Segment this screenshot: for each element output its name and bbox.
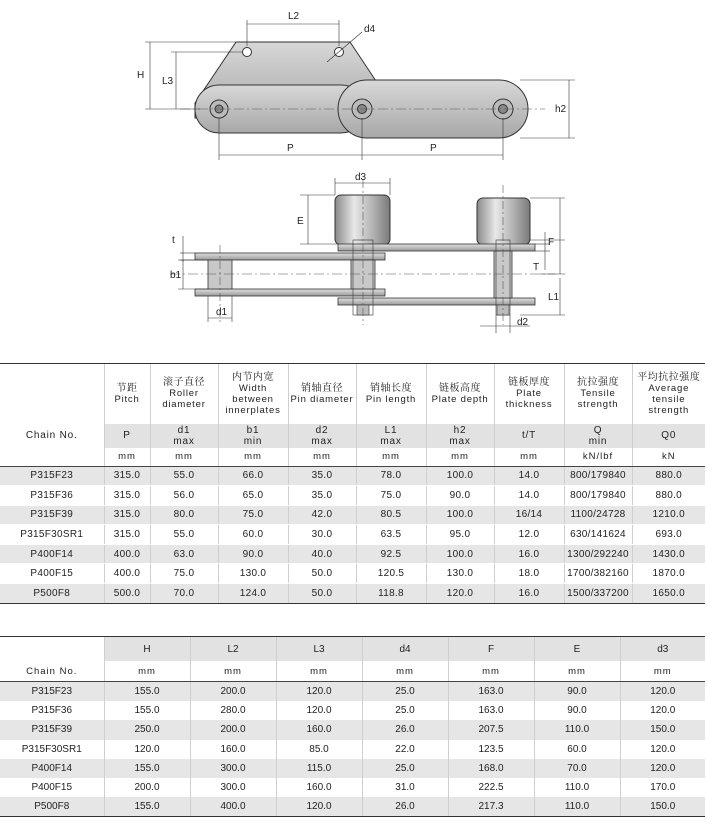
table-row — [0, 682, 705, 702]
table-row — [0, 797, 705, 817]
value-cell: 130.0 — [426, 564, 494, 584]
value-cell: 110.0 — [534, 797, 620, 817]
roller-left — [335, 195, 390, 245]
label-d2: d2 — [517, 317, 529, 328]
chain-no-label: Chain No. — [0, 424, 104, 448]
value-cell: 55.0 — [150, 525, 218, 545]
value-cell: 120.0 — [426, 584, 494, 604]
value-cell: 150.0 — [620, 797, 705, 817]
table1-body — [0, 466, 705, 603]
value-cell: 25.0 — [362, 759, 448, 778]
chain-no-cell: P500F8 — [0, 584, 104, 604]
value-cell: 80.0 — [150, 505, 218, 525]
label-L1: L1 — [548, 292, 560, 303]
value-cell: 90.0 — [534, 701, 620, 720]
table-row — [0, 584, 705, 604]
side-view — [137, 11, 575, 160]
value-cell: 155.0 — [104, 682, 190, 702]
value-cell: 100.0 — [426, 505, 494, 525]
chain-no-cell: P315F23 — [0, 466, 104, 486]
value-cell: 26.0 — [362, 797, 448, 817]
table-row — [0, 778, 705, 797]
spec-table-attachment — [0, 636, 705, 817]
value-cell: 207.5 — [448, 720, 534, 739]
table-row — [0, 759, 705, 778]
value-cell: 12.0 — [494, 525, 564, 545]
value-cell: 170.0 — [620, 778, 705, 797]
value-cell: 880.0 — [632, 466, 705, 486]
value-cell: 90.0 — [218, 544, 288, 564]
upper-plate-bar — [338, 244, 535, 251]
table2-unit-row: Chain No. mm mm mm mm mm mm mm — [0, 661, 705, 682]
spec-table-main — [0, 363, 705, 604]
value-cell: 300.0 — [190, 759, 276, 778]
value-cell: 400.0 — [104, 544, 150, 564]
value-cell: 123.5 — [448, 740, 534, 759]
table-row — [0, 701, 705, 720]
value-cell: 1300/292240 — [564, 544, 632, 564]
value-cell: 200.0 — [190, 682, 276, 702]
label-T: T — [533, 262, 540, 273]
value-cell: 14.0 — [494, 486, 564, 506]
value-cell: 40.0 — [288, 544, 356, 564]
roller-right — [477, 198, 530, 245]
value-cell: 42.0 — [288, 505, 356, 525]
label-L2: L2 — [288, 11, 300, 22]
plan-view — [170, 172, 565, 333]
value-cell: 630/141624 — [564, 525, 632, 545]
value-cell: 800/179840 — [564, 486, 632, 506]
label-E: E — [297, 216, 304, 227]
chain-no-cell: P315F36 — [0, 486, 104, 506]
table2-symbol-row: H L2 L3 d4 F E d3 — [0, 637, 705, 662]
value-cell: 315.0 — [104, 486, 150, 506]
value-cell: 1700/382160 — [564, 564, 632, 584]
value-cell: 110.0 — [534, 778, 620, 797]
label-d3: d3 — [355, 172, 367, 183]
chain-no-label-2: Chain No. — [0, 661, 104, 682]
label-P-left: P — [287, 143, 294, 154]
value-cell: 124.0 — [218, 584, 288, 604]
table-row — [0, 544, 705, 564]
label-t: t — [172, 235, 175, 246]
chain-no-cell: P315F36 — [0, 701, 104, 720]
value-cell: 25.0 — [362, 682, 448, 702]
value-cell: 160.0 — [276, 720, 362, 739]
value-cell: 300.0 — [190, 778, 276, 797]
value-cell: 1870.0 — [632, 564, 705, 584]
value-cell: 92.5 — [356, 544, 426, 564]
value-cell: 63.5 — [356, 525, 426, 545]
value-cell: 50.0 — [288, 564, 356, 584]
value-cell: 35.0 — [288, 466, 356, 486]
table-row — [0, 486, 705, 506]
value-cell: 120.5 — [356, 564, 426, 584]
value-cell: 200.0 — [104, 778, 190, 797]
label-d1: d1 — [216, 307, 228, 318]
value-cell: 35.0 — [288, 486, 356, 506]
value-cell: 100.0 — [426, 466, 494, 486]
chain-no-cell: P315F30SR1 — [0, 525, 104, 545]
value-cell: 400.0 — [190, 797, 276, 817]
value-cell: 90.0 — [426, 486, 494, 506]
label-h2: h2 — [555, 104, 567, 115]
value-cell: 1430.0 — [632, 544, 705, 564]
value-cell: 160.0 — [276, 778, 362, 797]
chain-no-cell: P400F15 — [0, 778, 104, 797]
value-cell: 75.0 — [150, 564, 218, 584]
value-cell: 120.0 — [276, 701, 362, 720]
label-F: F — [548, 237, 555, 248]
label-b1: b1 — [170, 270, 182, 281]
chain-no-cell: P315F23 — [0, 682, 104, 702]
drawing-svg — [0, 0, 707, 345]
value-cell: 1650.0 — [632, 584, 705, 604]
chain-no-cell: P315F39 — [0, 505, 104, 525]
chain-no-cell: P315F30SR1 — [0, 740, 104, 759]
value-cell: 56.0 — [150, 486, 218, 506]
value-cell: 163.0 — [448, 701, 534, 720]
value-cell: 168.0 — [448, 759, 534, 778]
value-cell: 26.0 — [362, 720, 448, 739]
value-cell: 90.0 — [534, 682, 620, 702]
value-cell: 60.0 — [218, 525, 288, 545]
value-cell: 1210.0 — [632, 505, 705, 525]
chain-technical-drawing — [0, 0, 707, 345]
value-cell: 85.0 — [276, 740, 362, 759]
value-cell: 95.0 — [426, 525, 494, 545]
attachment-hole-left — [243, 48, 252, 57]
value-cell: 155.0 — [104, 701, 190, 720]
value-cell: 1500/337200 — [564, 584, 632, 604]
value-cell: 120.0 — [620, 701, 705, 720]
value-cell: 30.0 — [288, 525, 356, 545]
label-d4: d4 — [364, 24, 376, 35]
value-cell: 50.0 — [288, 584, 356, 604]
label-L3: L3 — [162, 76, 174, 87]
table1-symbol-row: Chain No. P d1 max b1 min d2 max L1 max h2 max t/T Q min Q0 — [0, 424, 705, 448]
table-row — [0, 466, 705, 486]
lower-plate-bar — [338, 298, 535, 305]
value-cell: 500.0 — [104, 584, 150, 604]
value-cell: 155.0 — [104, 797, 190, 817]
value-cell: 120.0 — [620, 682, 705, 702]
value-cell: 115.0 — [276, 759, 362, 778]
table1-header-row: 节距 Pitch 滚子直径 Roller diameter 内节内宽 Width between innerplates 销轴直径 Pin diameter 销轴长度 Pin length 链板高度 Plate depth 链板厚度 Plate thickness 抗拉强度 Tensile strength 平均抗拉强度 Average tensile strength — [0, 364, 705, 424]
value-cell: 80.5 — [356, 505, 426, 525]
value-cell: 60.0 — [534, 740, 620, 759]
value-cell: 25.0 — [362, 701, 448, 720]
value-cell: 14.0 — [494, 466, 564, 486]
value-cell: 118.8 — [356, 584, 426, 604]
value-cell: 693.0 — [632, 525, 705, 545]
value-cell: 70.0 — [150, 584, 218, 604]
value-cell: 75.0 — [218, 505, 288, 525]
value-cell: 315.0 — [104, 466, 150, 486]
table-row — [0, 720, 705, 739]
label-H: H — [137, 70, 145, 81]
chain-no-cell: P400F15 — [0, 564, 104, 584]
value-cell: 70.0 — [534, 759, 620, 778]
value-cell: 120.0 — [276, 797, 362, 817]
value-cell: 200.0 — [190, 720, 276, 739]
value-cell: 800/179840 — [564, 466, 632, 486]
table-row — [0, 564, 705, 584]
value-cell: 1100/24728 — [564, 505, 632, 525]
value-cell: 880.0 — [632, 486, 705, 506]
value-cell: 66.0 — [218, 466, 288, 486]
value-cell: 75.0 — [356, 486, 426, 506]
value-cell: 63.0 — [150, 544, 218, 564]
table1-unit-row: mm mm mm mm mm mm mm kN/lbf kN — [0, 448, 705, 467]
value-cell: 150.0 — [620, 720, 705, 739]
chain-no-cell: P315F39 — [0, 720, 104, 739]
value-cell: 65.0 — [218, 486, 288, 506]
value-cell: 22.0 — [362, 740, 448, 759]
value-cell: 130.0 — [218, 564, 288, 584]
value-cell: 222.5 — [448, 778, 534, 797]
value-cell: 16.0 — [494, 544, 564, 564]
chain-no-header-spacer — [0, 364, 104, 424]
value-cell: 16/14 — [494, 505, 564, 525]
value-cell: 120.0 — [620, 759, 705, 778]
value-cell: 250.0 — [104, 720, 190, 739]
value-cell: 78.0 — [356, 466, 426, 486]
value-cell: 155.0 — [104, 759, 190, 778]
value-cell: 163.0 — [448, 682, 534, 702]
value-cell: 100.0 — [426, 544, 494, 564]
value-cell: 31.0 — [362, 778, 448, 797]
value-cell: 55.0 — [150, 466, 218, 486]
value-cell: 217.3 — [448, 797, 534, 817]
value-cell: 160.0 — [190, 740, 276, 759]
value-cell: 400.0 — [104, 564, 150, 584]
chain-no-cell: P400F14 — [0, 544, 104, 564]
chain-no-cell: P500F8 — [0, 797, 104, 817]
value-cell: 120.0 — [276, 682, 362, 702]
table-row — [0, 740, 705, 759]
chain-no-cell: P400F14 — [0, 759, 104, 778]
table2-body — [0, 682, 705, 817]
value-cell: 120.0 — [620, 740, 705, 759]
table-row — [0, 525, 705, 545]
value-cell: 18.0 — [494, 564, 564, 584]
table-row — [0, 505, 705, 525]
value-cell: 110.0 — [534, 720, 620, 739]
value-cell: 280.0 — [190, 701, 276, 720]
label-P-right: P — [430, 143, 437, 154]
value-cell: 315.0 — [104, 525, 150, 545]
value-cell: 315.0 — [104, 505, 150, 525]
value-cell: 16.0 — [494, 584, 564, 604]
value-cell: 120.0 — [104, 740, 190, 759]
